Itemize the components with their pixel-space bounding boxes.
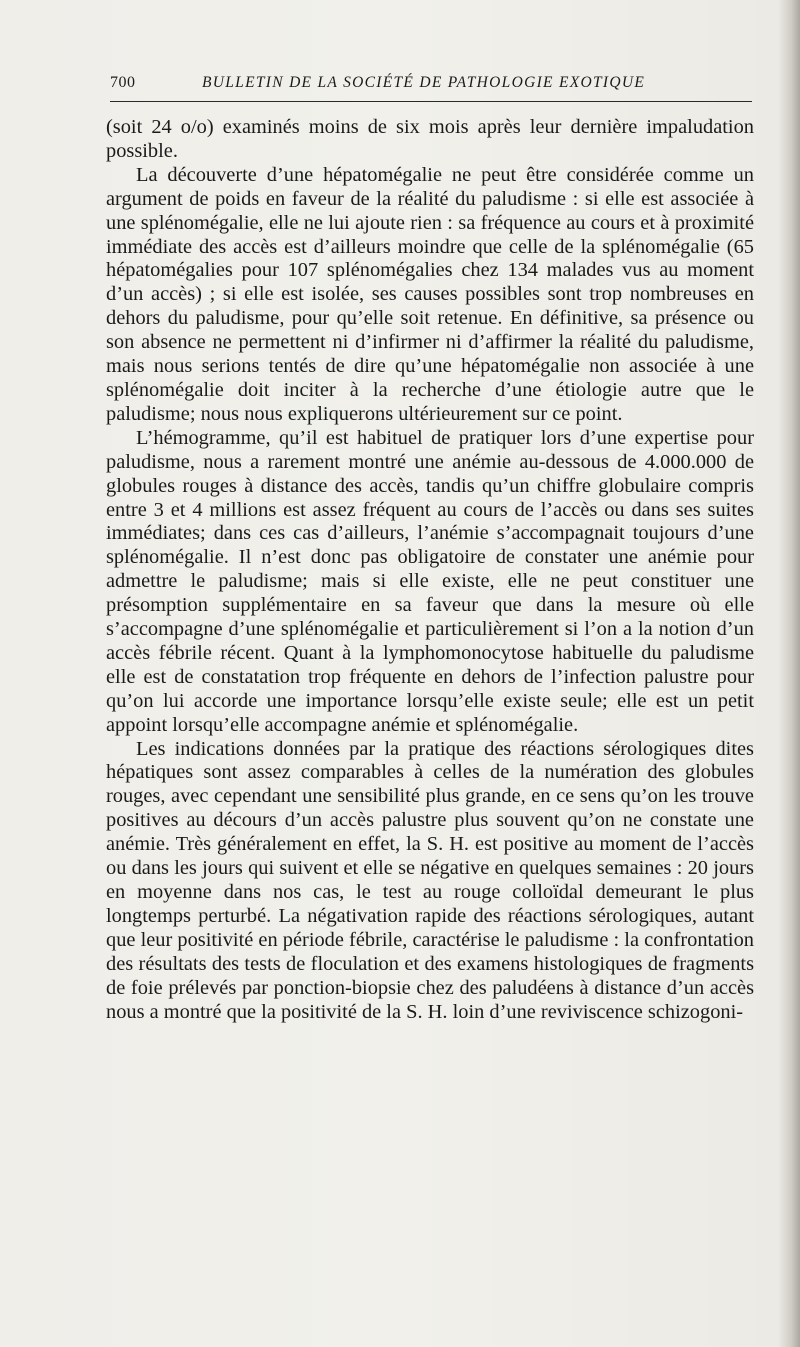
paragraph-continuation: (soit 24 o/o) examinés moins de six mois après leur dernière impaludation possible.	[106, 116, 754, 162]
page-edge-shadow	[778, 0, 800, 1347]
paragraph-hepatomegaly: La découverte d’une hépatomégalie ne peut être considérée comme un argument de poids en faveur de la réalité du paludisme : si elle est associée à une splénomégalie, elle ne lui ajoute rien : sa fréquence au cours et à proximité immédiate des accès est d’ailleurs moindre que celle de la splénomégalie (65 hépatomégalies pour 107 splénomégalies chez 134 malades vus au moment d’un accès) ; si elle est isolée, ses causes possibles sont trop nombreuses en dehors du paludisme, pour qu’elle soit retenue. En définitive, sa présence ou son absence ne permettent ni d’infirmer ni d’affirmer la réalité du paludisme, mais nous serions tentés de dire qu’une hépatomégalie non associée à une splénomégalie doit inciter à la recherche d’une étiologie autre que le paludisme; nous nous expliquerons ultérieurement sur ce point.	[106, 163, 754, 425]
page-number: 700	[110, 74, 136, 91]
body-text	[106, 116, 754, 1024]
header-rule	[110, 101, 752, 102]
paragraph-serology: Les indications données par la pratique des réactions sérologiques dites hépatiques sont assez comparables à celles de la numération des globules rouges, avec cependant une sensibilité plus grande, en ce sens qu’on les trouve positives au décours d’un accès palustre plus souvent qu’on ne constate une anémie. Très généralement en effet, la S. H. est positive au moment de l’accès ou dans les jours qui suivent et elle se négative en quelques semaines : 20 jours en moyenne dans nos cas, le test au rouge colloïdal demeurant le plus longtemps perturbé. La négativation rapide des réactions sérologiques, autant que leur positivité en période fébrile, caractérise le paludisme : la confrontation des résultats des tests de floculation et des examens histologiques de fragments de foie prélevés par ponction-biopsie chez des paludéens à distance d’un accès nous a montré que la positivité de la S. H. loin d’une reviviscence schizogoni-	[106, 737, 754, 1023]
page-header	[110, 74, 750, 98]
running-title: BULLETIN DE LA SOCIÉTÉ DE PATHOLOGIE EXOTIQUE	[202, 74, 646, 91]
paragraph-hemogram: L’hémogramme, qu’il est habituel de pratiquer lors d’une expertise pour paludisme, nous a rarement montré une anémie au-dessous de 4.000.000 de globules rouges à distance des accès, tandis qu’un chiffre globulaire compris entre 3 et 4 millions est assez fréquent au cours de l’accès ou dans ses suites immédiates; dans ces cas d’ailleurs, l’anémie s’accompagnait toujours d’une splénomégalie. Il n’est donc pas obligatoire de constater une anémie pour admettre le paludisme; mais si elle existe, elle ne peut constituer une présomption supplémentaire en sa faveur que dans la mesure où elle s’accompagne d’une splénomégalie et particulièrement si l’on a la notion d’un accès fébrile récent. Quant à la lymphomonocytose habituelle du paludisme elle est de constatation trop fréquente en dehors de l’infection palustre pour qu’on lui accorde une importance lorsqu’elle existe seule; elle est un petit appoint lorsqu’elle accompagne anémie et splénomégalie.	[106, 426, 754, 736]
